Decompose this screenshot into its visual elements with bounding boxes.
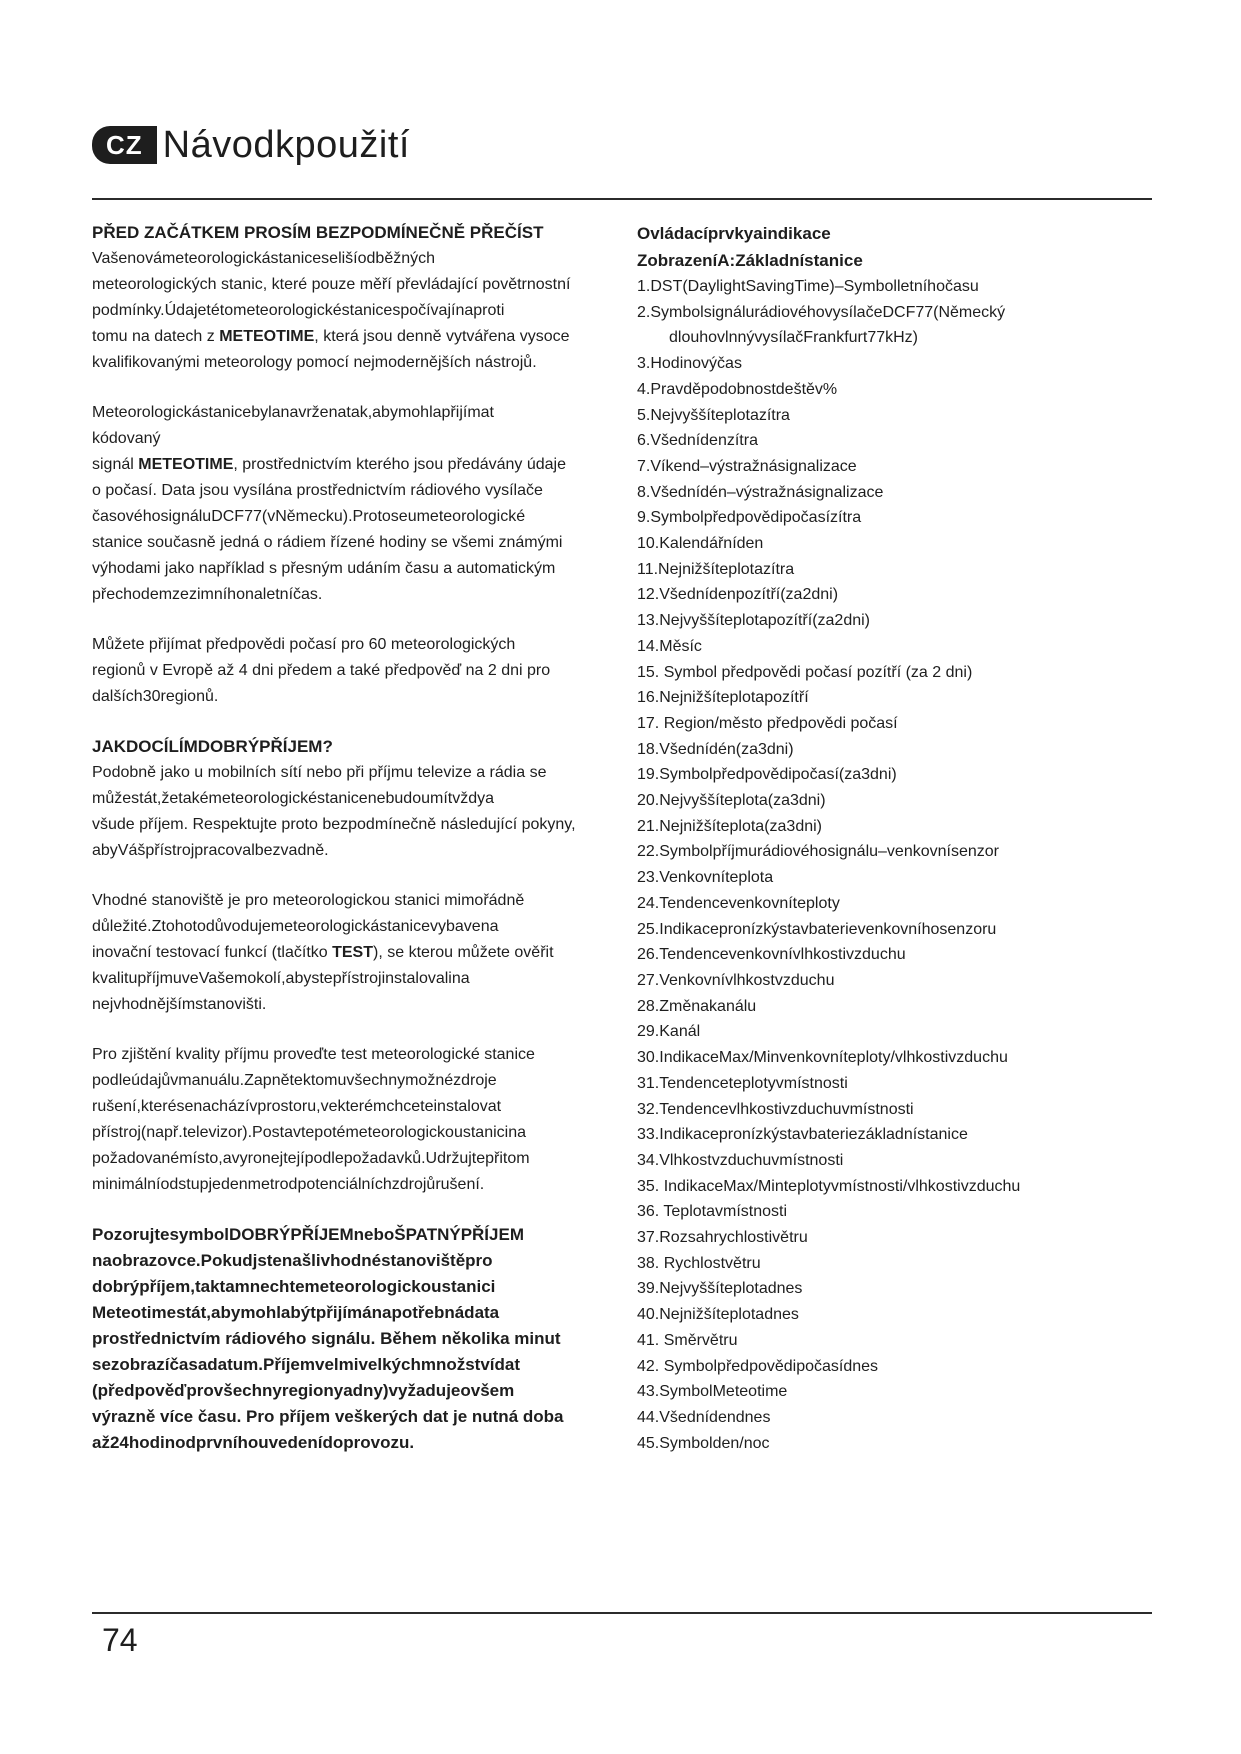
legend-item: 30.IndikaceMax/Minvenkovníteploty/vlhkostivzduchu (637, 1049, 1008, 1067)
legend-item: 43.SymbolMeteotime (637, 1383, 788, 1401)
legend-item: 2.SymbolsignálurádiovéhovysílačeDCF77(Německý (637, 303, 1006, 321)
legend-item: 39.Nejvyššíteplotadnes (637, 1280, 803, 1298)
legend-item: 34.Vlhkostvzduchuvmístnosti (637, 1151, 844, 1169)
page-number: 74 (102, 1622, 138, 1658)
section-title-good-reception: JAKDOCÍLÍMDOBRÝPŘÍJEM? (92, 737, 333, 756)
legend-item: 27.Venkovnívlhkostvzduchu (637, 971, 835, 989)
legend-item: 23.Venkovníteplota (637, 869, 774, 887)
document-title: Návodkpoužití (162, 123, 410, 166)
legend-item: 41. Směrvětru (637, 1331, 738, 1349)
legend-item: 6.Všednídenzítra (637, 432, 758, 450)
paragraph-reception-symbol: PozorujtesymbolDOBRÝPŘÍJEMneboŠPATNÝPŘÍJEM naobrazovce.Pokudjstenašlivhodnéstanovištěpro dobrýpříjem,taktamnechtemeteorologickoustanici Meteotimestát,abymohlabýtpřijímánapotřebnádata prostřednictvím rádiového signálu. Během několika minut sezobrazíčasadatum.Příjemvelmivelkýchmnožstvídat (předpověďprovšechnyregionyadny)vyžadujeovšem výrazně více času. Pro příjem veškerých dat je nutná doba až24hodinodprvníhouvedenídoprovozu. (92, 1225, 564, 1452)
paragraph-location: Vhodné stanoviště je pro meteorologickou stanici mimořádně důležité.Ztohotodůvodujemeteorologickástanicevybavena inovační testovací funkcí (tlačítko TEST), se kterou můžete ověřit kvalitupříjmuveVašemokolí,abystepřístrojinstalovalina nejvhodnějšímstanovišti. (92, 892, 554, 1013)
legend-item: 31.Tendenceteplotyvmístnosti (637, 1074, 848, 1092)
legend-item: 45.Symbolden/noc (637, 1434, 770, 1452)
legend-item: 7.Víkend–výstražnásignalizace (637, 457, 857, 475)
controls-title: Ovládacíprvkyaindikace (637, 224, 831, 243)
legend-item: 13.Nejvyššíteplotapozítří(za2dni) (637, 612, 870, 630)
legend-item: 8.Všednídén–výstražnásignalizace (637, 483, 884, 501)
legend-item: 22.Symbolpříjmurádiovéhosignálu–venkovnísenzor (637, 843, 999, 861)
legend-item: 26.Tendencevenkovnívlhkostivzduchu (637, 946, 906, 964)
legend-list (637, 274, 1057, 1456)
legend-item: 42. Symbolpředpovědipočasídnes (637, 1357, 879, 1375)
legend-item: 19.Symbolpředpovědipočasí(za3dni) (637, 766, 897, 784)
legend-item: 3.Hodinovýčas (637, 355, 742, 373)
paragraph-regions: Můžete přijímat předpovědi počasí pro 60 meteorologických regionů v Evropě až 4 dni předem a také předpověď na 2 dni pro dalších30regionů. (92, 636, 551, 705)
legend-item: 24.Tendencevenkovníteploty (637, 894, 840, 912)
legend-item: 16.Nejnižšíteplotapozítří (637, 689, 809, 707)
left-column (92, 220, 612, 1456)
header (92, 122, 410, 168)
legend-item: 15. Symbol předpovědi počasí pozítří (za 2 dni) (637, 663, 973, 681)
paragraph-meteotime-signal: Meteorologickástanicebylanavrženatak,abymohlapřijímat kódovaný signál METEOTIME, prostřednictvím kterého jsou předávány údaje o počasí. Data jsou vysílána prostřednictvím rádiového vysílače časovéhosignáluDCF77(vNěmecku).Protoseumeteorologické stanice současně jedná o rádiem řízené hodiny se všemi známými výhodami jako například s přesným udáním času a automatickým přechodemzezimníhonaletníčas. (92, 404, 566, 603)
legend-item: 37.Rozsahrychlostivětru (637, 1229, 808, 1247)
legend-item: 5.Nejvyššíteplotazítra (637, 406, 790, 424)
paragraph-test: Pro zjištění kvality příjmu proveďte test meteorologické stanice podleúdajůvmanuálu.Zapnětektomuvšechnymožnézdroje rušení,kterésenacházívprostoru,vekterémchceteinstalovat přístroj(např.televizor).Postavtepotémeteorologickoustanicina požadovanémísto,avyronejtejípodlepožadavků.Udržujtepřitom minimálníodstupjedenmetrodpotenciálníchzdrojůrušení. (92, 1046, 535, 1193)
legend-item: 44.Všednídendnes (637, 1408, 771, 1426)
legend-item: 36. Teplotavmístnosti (637, 1203, 788, 1221)
legend-item: 40.Nejnižšíteplotadnes (637, 1306, 799, 1324)
right-column (637, 220, 1057, 1456)
section-title-read-first: PŘED ZAČÁTKEM PROSÍM BEZPODMÍNEČNĚ PŘEČÍST (92, 223, 544, 242)
legend-item: 21.Nejnižšíteplota(za3dni) (637, 817, 822, 835)
legend-item: 11.Nejnižšíteplotazítra (637, 560, 795, 578)
paragraph-reception: Podobně jako u mobilních sítí nebo při příjmu televize a rádia se můžestát,žetakémeteorologickéstanicenebudoumítvždya všude příjem. Respektujte proto bezpodmínečně následující pokyny, abyVášpřístrojpracovalbezvadně. (92, 764, 576, 859)
legend-item: 38. Rychlostvětru (637, 1254, 761, 1272)
bottom-divider (92, 1612, 1152, 1614)
legend-item: 28.Změnakanálu (637, 997, 757, 1015)
legend-item: 1.DST(DaylightSavingTime)–Symbolletníhočasu (637, 278, 979, 295)
language-badge: CZ (92, 126, 157, 164)
legend-item: 18.Všednídén(za3dni) (637, 740, 794, 758)
legend-item: 33.Indikacepronízkýstavbateriezákladnístanice (637, 1126, 968, 1144)
legend-item: 17. Region/město předpovědi počasí (637, 714, 898, 732)
legend-item: 32.Tendencevlhkostivzduchuvmístnosti (637, 1100, 914, 1118)
legend-item: 35. IndikaceMax/Minteplotyvmístnosti/vlhkostivzduchu (637, 1177, 1021, 1195)
legend-item: 14.Měsíc (637, 637, 702, 655)
paragraph-intro: Vašenovámeteorologickástaniceselišíodběžných meteorologických stanic, které pouze měří převládající povětrnostní podmínky.Údajetétometeorologickéstanicespočívajínaproti tomu na datech z METEOTIME, která jsou denně vytvářena vysoce kvalifikovanými meteorology pomocí nejmodernějších nástrojů. (92, 250, 571, 371)
legend-item: 10.Kalendářníden (637, 535, 764, 553)
legend-item: 25.Indikacepronízkýstavbaterievenkovníhosenzoru (637, 920, 997, 938)
legend-item: 9.Symbolpředpovědipočasízítra (637, 509, 862, 527)
legend-item: 12.Všednídenpozítří(za2dni) (637, 586, 839, 604)
display-a-title: ZobrazeníA:Základnístanice (637, 251, 863, 270)
top-divider (92, 198, 1152, 200)
legend-item: dlouhovlnnývysílačFrankfurt77kHz) (669, 329, 918, 347)
legend-item: 20.Nejvyššíteplota(za3dni) (637, 792, 826, 810)
legend-item: 29.Kanál (637, 1023, 701, 1041)
legend-item: 4.Pravděpodobnostdeštěv% (637, 380, 838, 398)
